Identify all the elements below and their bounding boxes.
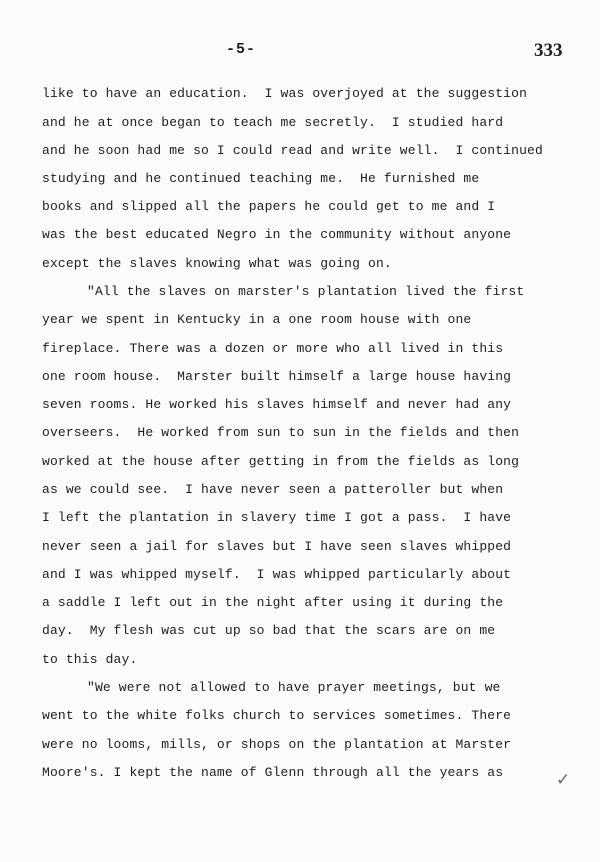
text-line: and he at once began to teach me secretly. I studied hard (42, 115, 504, 130)
text-line: books and slipped all the papers he could get to me and I (42, 199, 496, 214)
text-line: as we could see. I have never seen a patteroller but when (42, 482, 504, 497)
text-line: a saddle I left out in the night after using it during the (42, 595, 504, 610)
text-line: day. My flesh was cut up so bad that the scars are on me (42, 623, 496, 638)
text-line: studying and he continued teaching me. He furnished me (42, 171, 480, 186)
text-line: year we spent in Kentucky in a one room house with one (42, 312, 472, 327)
text-line: overseers. He worked from sun to sun in the fields and then (42, 425, 520, 440)
text-line: went to the white folks church to services sometimes. There (42, 708, 512, 723)
text-line: one room house. Marster built himself a large house having (42, 369, 512, 384)
text-line: never seen a jail for slaves but I have seen slaves whipped (42, 539, 512, 554)
archive-page-number: 333 (534, 40, 563, 61)
text-line: to this day. (42, 652, 138, 667)
text-line: like to have an education. I was overjoyed at the suggestion (42, 86, 528, 101)
paragraph-start-line: "All the slaves on marster's plantation lived the first (87, 284, 525, 299)
text-line: were no looms, mills, or shops on the plantation at Marster (42, 737, 512, 752)
text-line: was the best educated Negro in the community without anyone (42, 227, 512, 242)
text-line: and I was whipped myself. I was whipped particularly about (42, 567, 512, 582)
text-line: worked at the house after getting in from the fields as long (42, 454, 520, 469)
text-line: seven rooms. He worked his slaves himself and never had any (42, 397, 512, 412)
text-line: I left the plantation in slavery time I got a pass. I have (42, 510, 512, 525)
text-line: except the slaves knowing what was going on. (42, 256, 392, 271)
check-mark-icon: ✓ (556, 770, 571, 790)
text-line: Moore's. I kept the name of Glenn through all the years as (42, 765, 504, 780)
paragraph-start-line: "We were not allowed to have prayer meetings, but we (87, 680, 501, 695)
text-line: fireplace. There was a dozen or more who all lived in this (42, 341, 504, 356)
page-number: -5- (226, 41, 257, 58)
text-line: and he soon had me so I could read and write well. I continued (42, 143, 543, 158)
